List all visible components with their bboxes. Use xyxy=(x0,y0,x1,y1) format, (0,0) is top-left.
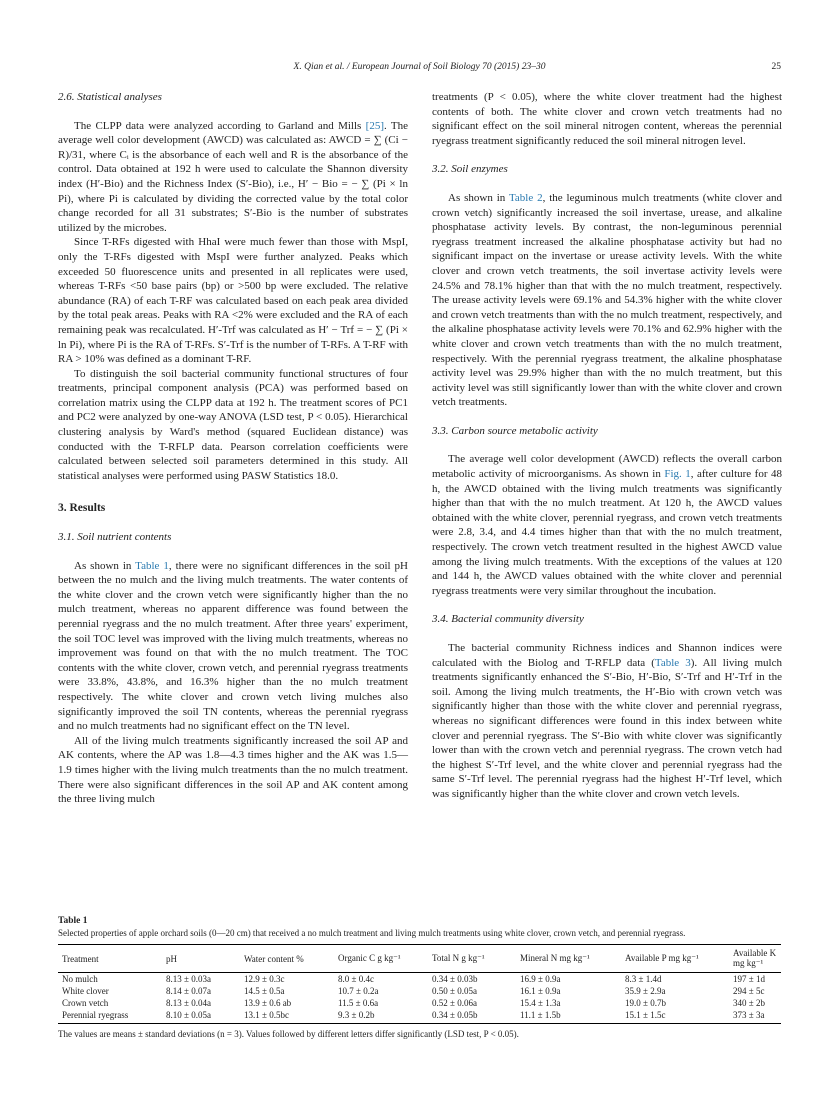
table-cell: 0.52 ± 0.06a xyxy=(432,998,477,1008)
table-cell: 8.13 ± 0.03a xyxy=(166,974,211,984)
section-3-1-title: 3.1. Soil nutrient contents xyxy=(58,531,172,544)
table-cell: 13.1 ± 0.5bc xyxy=(240,1009,334,1024)
table-row xyxy=(58,973,781,986)
table-1-block xyxy=(58,916,781,1039)
paragraph-text: . The average well color development (AWCD) was calculated as: AWCD = ∑ (Ci − R)/31, where Cᵢ is the absorbance of each well and R is the absorbance of the control. Data obtained at 192 h were used to calculate the Shannon diversity index (H′-Bio) and the Richness Index (S′-Bio), i.e., H′ − Bio = − ∑ (Pi × ln Pi), where Pi is calculated by dividing the corrected value by the total color change recorded for all 31 substrates; S′-Bio is the number of substrates utilized by the microbes. xyxy=(58,119,408,234)
paragraph-text: , there were no significant differences in the soil pH between the no mulch and the living mulch treatments. The water contents of the white clover and the crown vetch were significantly higher than the no mulch treatment, whereas no apparent difference was found between the perennial ryegrass and the no mulch treatment. After three years' experiment, the soil TOC level was improved with the living mulch treatments, whereas no improvement was found on that with the no mulch treatment. The TOC contents with the white clover, crown vetch, and perennial ryegrass treatments were 33.8%, 43.8%, and 16.3% higher than the no mulch treatment respectively. The white clover and crown vetch living mulches also significantly improved the soil TN contents, whereas the perennial ryegrass and no mulch treatments had no significant effect on the TN level. xyxy=(58,559,409,733)
column-header: Available K mg kg⁻¹ xyxy=(729,945,781,973)
paragraph-text: , the leguminous mulch treatments (white clover and crown vetch) significantly increased the soil invertase, urease, and alkaline phosphatase activity levels. By contrast, the non-leguminous perennial ryegrass treatment increased the alkaline phosphatase activity but had no significant impact on the invertase or urease activity levels. With the white clover and crown vetch treatments, the soil invertase activity levels were 24.5% and 78.1% higher than that with the no mulch treatment, respectively. The urease activity levels were 69.1% and 54.3% higher with the white clover and crown vetch treatments than with the no mulch treatment, respectively, and the alkaline phosphatase activity levels were 70.1% and 62.9% higher with the white clover and crown vetch treatments than with the no mulch treatment, respectively. With the perennial ryegrass treatment, the alkaline phosphatase activity level was 29.9% higher than with the no mulch treatment, but this activity level was still significantly lower than with the white clover and crown vetch treatments. xyxy=(432,191,782,409)
paragraph-ap-ak: All of the living mulch treatments significantly increased the soil AP and AK contents, where the AP was 1.8—4.3 times higher and the AK was 1.5—1.9 times higher with the living mulch treatments than the no mulch treatment. There were also significant differences in the soil AP and AK content among the three living mulch xyxy=(58,734,408,806)
table-footnote: The values are means ± standard deviations (n = 3). Values followed by different letters differ significantly (LSD test, P < 0.05). xyxy=(58,1029,519,1039)
table-cell: 8.0 ± 0.4c xyxy=(338,974,374,984)
section-3-title: 3. Results xyxy=(58,502,106,515)
soil-properties-table xyxy=(58,944,781,1024)
running-head: X. Qian et al. / European Journal of Soil Biology 70 (2015) 23–30 xyxy=(293,62,546,72)
figure-1-link[interactable]: Fig. 1 xyxy=(664,468,691,481)
column-header: Treatment xyxy=(58,945,162,973)
paragraph-continued: treatments (P < 0.05), where the white clover treatment had the highest contents of both. The white clover and crown vetch treatments had no significant effect on the soil mineral nitrogen content, whereas the perennial ryegrass treatment significantly reduced the soil mineral nitrogen level. xyxy=(432,91,782,147)
table-cell: 340 ± 2b xyxy=(733,998,765,1008)
table-cell: Perennial ryegrass xyxy=(58,1009,162,1024)
paragraph-clpp xyxy=(58,119,408,236)
table-cell: No mulch xyxy=(62,974,98,984)
table-cell: 8.13 ± 0.04a xyxy=(166,998,211,1008)
table-cell: 15.1 ± 1.5c xyxy=(621,1009,729,1024)
column-header: Organic C g kg⁻¹ xyxy=(334,945,428,973)
paragraph-text: The CLPP data were analyzed according to Garland and Mills xyxy=(74,119,366,132)
paragraph-text: As shown in xyxy=(448,191,509,204)
table-cell: 8.3 ± 1.4d xyxy=(625,974,662,984)
table-cell: 8.10 ± 0.05a xyxy=(162,1009,240,1024)
table-caption: Selected properties of apple orchard soils (0—20 cm) that received a no mulch treatment and living mulch treatments using white clover, crown vetch, and perennial ryegrass. xyxy=(58,928,686,938)
table-cell: 14.5 ± 0.5a xyxy=(244,986,285,996)
citation-link-25[interactable]: [25] xyxy=(365,119,384,132)
table-row xyxy=(58,997,781,1009)
page-number: 25 xyxy=(771,62,781,72)
table-cell: 294 ± 5c xyxy=(733,986,765,996)
paragraph-text: , after culture for 48 h, the AWCD obtained with the living mulch treatments was significantly higher than that with the no mulch treatment. At 120 h, the AWCD values obtained with the white clover, perennial ryegrass, and crown vetch treatments were 2.8, 3.4, and 4.4 times higher than that with the no mulch treatment, respectively. The crown vetch treatment resulted in the highest AWCD value among the living mulch treatments. With the exceptions of the values at 120 and 144 h, the AWCD values obtained with the white clover and perennial ryegrass treatments were very similar throughout the incubation. xyxy=(432,468,782,597)
table-1-link[interactable]: Table 1 xyxy=(135,559,169,572)
column-header: Available P mg kg⁻¹ xyxy=(621,945,729,973)
table-cell: 11.1 ± 1.5b xyxy=(516,1009,621,1024)
paragraph-awcd xyxy=(432,452,782,598)
table-cell: 8.14 ± 0.07a xyxy=(166,986,211,996)
column-header: Mineral N mg kg⁻¹ xyxy=(516,945,621,973)
left-column xyxy=(58,90,408,807)
table-3-link[interactable]: Table 3 xyxy=(654,656,691,669)
table-cell: 9.3 ± 0.2b xyxy=(334,1009,428,1024)
table-cell: 373 ± 3a xyxy=(729,1009,781,1024)
paragraph-text: As shown in xyxy=(74,559,136,572)
table-cell: 16.1 ± 0.9a xyxy=(520,986,561,996)
table-cell: 0.34 ± 0.03b xyxy=(432,974,478,984)
table-cell: 13.9 ± 0.6 ab xyxy=(244,998,292,1008)
paragraph-text: The average well color development (AWCD) reflects the overall carbon metabolic activity of microorganisms. As shown in xyxy=(432,453,782,481)
table-cell: 16.9 ± 0.9a xyxy=(520,974,561,984)
table-cell: 10.7 ± 0.2a xyxy=(338,986,379,996)
table-cell: 35.9 ± 2.9a xyxy=(625,986,666,996)
table-row xyxy=(58,985,781,997)
paragraph-soil-enzymes xyxy=(432,191,782,410)
section-2-6-title: 2.6. Statistical analyses xyxy=(58,91,162,103)
section-3-2-title: 3.2. Soil enzymes xyxy=(432,163,508,176)
paragraph-text: The bacterial community Richness indices and Shannon indices were calculated with the Biolog and T-RFLP data ( xyxy=(432,642,782,669)
paragraph-diversity xyxy=(432,641,782,802)
paragraph-soil-nutrients xyxy=(58,559,408,734)
paragraph-text: ). All living mulch treatments significantly enhanced the S′-Bio, H′-Bio, S′-Trf and H′-Trf in the soil. Among the living mulch treatments, the H′-Bio with crown vetch was significantly higher than those with the white clover and perennial ryegrass, whereas no significant differences were found in this index between white clover and perennial ryegrass. The S′-Bio with white clover was significantly lower than with the crown vetch and perennial ryegrass. The crown vetch had the highest S′-Trf level, and the white clover and perennial ryegrass had the same S′-Trf level. The perennial ryegrass had the highest H′-Trf level, which was significantly higher than the white clover and crown vetch levels. xyxy=(432,656,782,800)
right-column xyxy=(432,90,782,802)
column-header: Total N g kg⁻¹ xyxy=(428,945,516,973)
table-cell: 0.34 ± 0.05b xyxy=(428,1009,516,1024)
table-row xyxy=(58,1009,781,1024)
table-header-row xyxy=(58,945,781,973)
table-cell: 11.5 ± 0.6a xyxy=(338,998,379,1008)
column-header: pH xyxy=(162,945,240,973)
section-3-3-title: 3.3. Carbon source metabolic activity xyxy=(432,424,598,437)
column-header: Water content % xyxy=(240,945,334,973)
table-2-link[interactable]: Table 2 xyxy=(508,191,543,204)
table-cell: 12.9 ± 0.3c xyxy=(244,974,285,984)
paragraph-trf: Since T-RFs digested with HhaI were much fewer than those with MspI, only the T-RFs digested with MspI were further analyzed. Peaks which exceeded 50 fluorescence units and presented in all replicates were used, whereas T-RFs <50 base pairs (bp) or >500 bp were excluded. The relative abundance (RA) of each T-RF was calculated based on each peak area divided by the total peak areas. Peaks with RA <2% were excluded and the RA of each remaining peak was recalculated. H′-Trf was calculated as H′ − Trf = − ∑ (Pi × ln Pi), where Pi is the RA of T-RFs. S′-Trf is the number of T-RFs. A T-RF with RA > 10% was defined as a dominant T-RF. xyxy=(58,236,408,366)
table-cell: 0.50 ± 0.05a xyxy=(432,986,477,996)
section-3-4-title: 3.4. Bacterial community diversity xyxy=(432,613,584,626)
table-cell: 15.4 ± 1.3a xyxy=(520,998,561,1008)
table-cell: White clover xyxy=(62,986,109,996)
table-label: Table 1 xyxy=(58,916,88,926)
paragraph-pca: To distinguish the soil bacterial community functional structures of four treatments, principal component analysis (PCA) was performed based on correlation matrix using the CLPP data at 192 h. The treatment scores of PC1 and PC2 were analyzed by one-way ANOVA (LSD test, P < 0.05). Hierarchical clustering analysis by Ward's method (squared Euclidean distance) was conducted with the T-RFLP data. Pearson correlation coefficients were calculated between selected soil parameters determined in this study. All statistical analyses were performed using PASW Statistics 18.0. xyxy=(58,367,408,482)
table-cell: 197 ± 1d xyxy=(733,974,765,984)
table-cell: 19.0 ± 0.7b xyxy=(625,998,666,1008)
table-cell: Crown vetch xyxy=(62,998,109,1008)
